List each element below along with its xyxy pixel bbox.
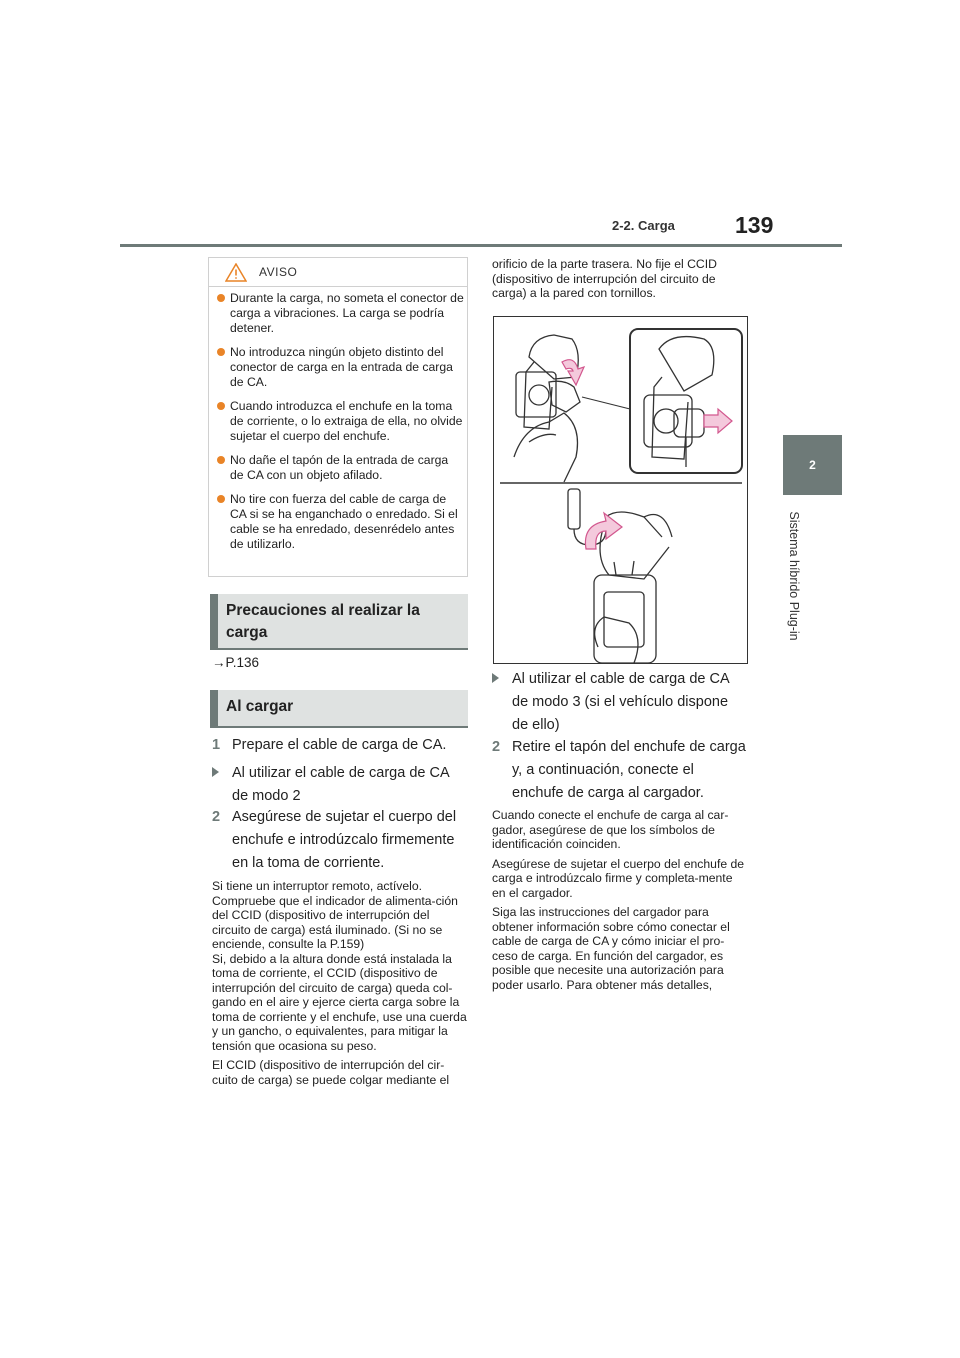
section-heading-al-cargar: Al cargar [210, 690, 468, 726]
warning-header [209, 258, 467, 287]
step-2-mode-2: 2 Asegúrese de sujetar el cuerpo del enchufe e introdúzcalo firmemente en la toma de corriente. [212, 806, 468, 875]
mode-3-item: Al utilizar el cable de carga de CA de modo 3 (si el vehículo dispone de ello) [492, 668, 748, 737]
chapter-tab[interactable] [783, 435, 842, 495]
hang-arrow-icon [585, 513, 622, 549]
warning-item: No tire con fuerza del cable de carga de CA si se ha enganchado o enredado. Si el cable se ha enredado, desenrédelo antes de utilizarlo. [217, 492, 465, 552]
step-number: 2 [492, 739, 501, 755]
page-number: 139 [735, 212, 774, 238]
warning-item: Durante la carga, no someta el conector de carga a vibraciones. La carga se podría detener. [217, 291, 465, 336]
step-number: 1 [212, 737, 221, 753]
body-text-right: Cuando conecte el enchufe de carga al car-gador, asegúrese de que los símbolos de identificación coinciden. Asegúrese de sujetar el cuerpo del enchufe de carga e introdúzcalo firme y completa-mente en el cargador. Siga las instrucciones del cargador para obtener información sobre cómo conectar el cable de carga de CA y cómo iniciar el pro-ceso de carga. En función del cargador, es posible que necesite una autorización para poder usarlo. Para obtener más detalles, [492, 808, 745, 992]
bullet-dot-icon [217, 456, 225, 464]
charging-illustration [493, 316, 748, 664]
header-rule [120, 244, 842, 247]
step-number: 2 [212, 809, 221, 825]
section-label: 2-2. Carga [612, 218, 675, 233]
warning-item: No dañe el tapón de la entrada de carga de CA con un objeto afilado. [217, 453, 465, 483]
step-2-mode-3: 2 Retire el tapón del enchufe de carga y, a continuación, conecte el enchufe de carga al cargador. [492, 736, 748, 805]
warning-item: Cuando introduzca el enchufe en la toma de corriente, o lo extraiga de ella, no olvide sujetar el cuerpo del enchufe. [217, 399, 465, 444]
warning-title: AVISO [259, 265, 298, 279]
bullet-dot-icon [217, 402, 225, 410]
body-text-right-top: orificio de la parte trasera. No fije el CCID (dispositivo de interrupción del circuito de carga) a la pared con tornillos. [492, 257, 717, 300]
chapter-label [784, 505, 804, 647]
bullet-dot-icon [217, 495, 225, 503]
body-text-left: Si tiene un interruptor remoto, actívelo. Compruebe que el indicador de alimenta-ción del CCID (dispositivo de interrupción del circuito de carga) está iluminado. (Si no se enciende, consulte la P.159) Si, debido a la altura donde está instalada la toma de corriente, el CCID (dispositivo de interrupción del circuito de carga) queda col-gando en el aire y ejerce cierta carga sobre la toma de corriente y el enchufe, use una cuerda y un gancho, o equivalentes, para mitigar la tensión que ocasiona su peso. El CCID (dispositivo de interrupción del cir-cuito de carga) se puede colgar mediante el [212, 879, 467, 1087]
triangle-bullet-icon [212, 767, 219, 777]
bullet-dot-icon [217, 348, 225, 356]
charging-illustration-svg [494, 317, 747, 663]
step-1: 1 Prepare el cable de carga de CA. [212, 734, 468, 757]
triangle-bullet-icon [492, 673, 499, 683]
section-heading-precauciones: Precauciones al realizar la carga [210, 594, 468, 648]
chapter-label-text: Sistema híbrido Plug-in [787, 511, 801, 641]
chapter-number: 2 [809, 458, 816, 472]
mode-2-item: Al utilizar el cable de carga de CA de modo 2 [212, 762, 468, 808]
warning-triangle-icon [225, 263, 247, 282]
warning-list [217, 291, 465, 561]
charge-inlet-drawing [514, 335, 580, 482]
bullet-dot-icon [217, 294, 225, 302]
lift-arrow-icon [562, 360, 584, 385]
ccid-hanging-drawing [568, 489, 672, 663]
warning-item: No introduzca ningún objeto distinto del conector de carga en la entrada de carga de CA. [217, 345, 465, 390]
warning-box [208, 257, 468, 577]
page-reference-link[interactable]: →P.136 [212, 655, 260, 670]
